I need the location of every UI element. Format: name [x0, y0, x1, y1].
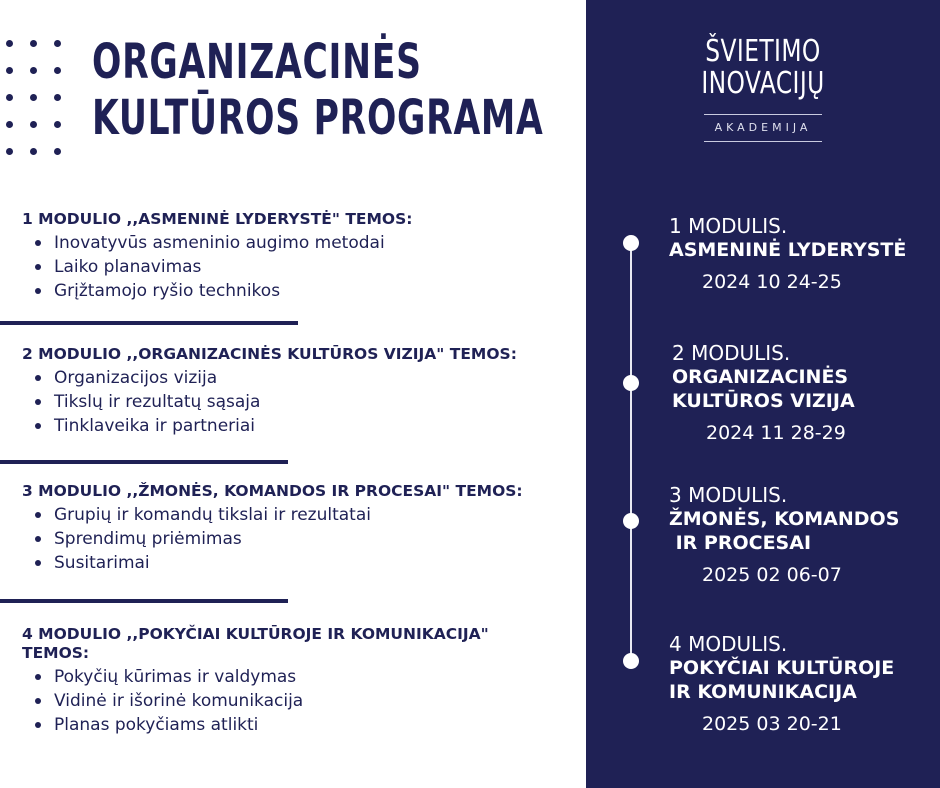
module-4-topics	[22, 625, 582, 737]
divider	[0, 460, 288, 464]
module-name: POKYČIAI KULTŪROJE	[669, 657, 895, 679]
logo-subtitle: AKADEMIJA	[714, 121, 812, 134]
logo-line2: INOVACIJŲ	[701, 66, 825, 101]
module-1-topics	[22, 210, 582, 303]
timeline-node	[623, 235, 639, 251]
logo-rule	[704, 114, 822, 115]
module-heading-cont: TEMOS:	[22, 644, 90, 662]
topic-list	[22, 366, 582, 438]
module-2-topics	[22, 345, 582, 438]
decorative-dots	[6, 40, 66, 155]
page-title	[92, 34, 544, 146]
timeline-node	[623, 513, 639, 529]
module-3-topics	[22, 482, 582, 575]
topic-list	[22, 665, 582, 737]
timeline-item-2	[672, 341, 855, 445]
list-item: Susitarimai	[22, 551, 582, 575]
list-item: Grupių ir komandų tikslai ir rezultatai	[22, 503, 582, 527]
list-item: Vidinė ir išorinė komunikacija	[22, 689, 582, 713]
logo-line1: ŠVIETIMO	[705, 34, 821, 69]
module-name: ORGANIZACINĖS	[672, 366, 849, 388]
page-title-line2: KULTŪROS PROGRAMA	[92, 90, 544, 146]
list-item: Pokyčių kūrimas ir valdymas	[22, 665, 582, 689]
divider	[0, 599, 288, 603]
module-label: 1 MODULIS.	[669, 214, 788, 238]
module-heading: 4 MODULIO ,,POKYČIAI KULTŪROJE IR KOMUNIKACIJA"	[22, 625, 489, 643]
module-label: 3 MODULIS.	[669, 483, 788, 507]
module-date: 2025 02 06-07	[702, 564, 842, 586]
module-name-cont: IR KOMUNIKACIJA	[669, 681, 857, 703]
module-heading: 2 MODULIO ,,ORGANIZACINĖS KULTŪROS VIZIJA" TEMOS:	[22, 345, 517, 363]
module-label: 2 MODULIS.	[672, 341, 791, 365]
list-item: Sprendimų priėmimas	[22, 527, 582, 551]
timeline-item-1	[669, 214, 906, 294]
list-item: Inovatyvūs asmeninio augimo metodai	[22, 231, 582, 255]
topic-list	[22, 231, 582, 303]
logo-rule	[704, 141, 822, 142]
topic-list	[22, 503, 582, 575]
timeline-item-4	[669, 632, 894, 736]
list-item: Laiko planavimas	[22, 255, 582, 279]
page-title-line1: ORGANIZACINĖS	[92, 34, 422, 90]
module-date: 2024 10 24-25	[702, 271, 842, 293]
timeline-item-3	[669, 483, 899, 587]
module-label: 4 MODULIS.	[669, 632, 788, 656]
module-name-cont: IR PROCESAI	[669, 532, 812, 554]
list-item: Grįžtamojo ryšio technikos	[22, 279, 582, 303]
academy-logo	[586, 36, 940, 142]
module-heading: 3 MODULIO ,,ŽMONĖS, KOMANDOS IR PROCESAI" TEMOS:	[22, 482, 523, 500]
list-item: Organizacijos vizija	[22, 366, 582, 390]
module-heading: 1 MODULIO ,,ASMENINĖ LYDERYSTĖ" TEMOS:	[22, 210, 413, 228]
timeline-node	[623, 653, 639, 669]
module-name: ASMENINĖ LYDERYSTĖ	[669, 239, 907, 261]
module-date: 2025 03 20-21	[702, 713, 842, 735]
list-item: Tinklaveika ir partneriai	[22, 414, 582, 438]
list-item: Tikslų ir rezultatų sąsaja	[22, 390, 582, 414]
timeline-node	[623, 375, 639, 391]
module-name: ŽMONĖS, KOMANDOS	[669, 508, 900, 530]
list-item: Planas pokyčiams atlikti	[22, 713, 582, 737]
module-name-cont: KULTŪROS VIZIJA	[672, 390, 855, 412]
module-date: 2024 11 28-29	[706, 422, 846, 444]
timeline-line	[630, 242, 632, 662]
divider	[0, 321, 298, 325]
